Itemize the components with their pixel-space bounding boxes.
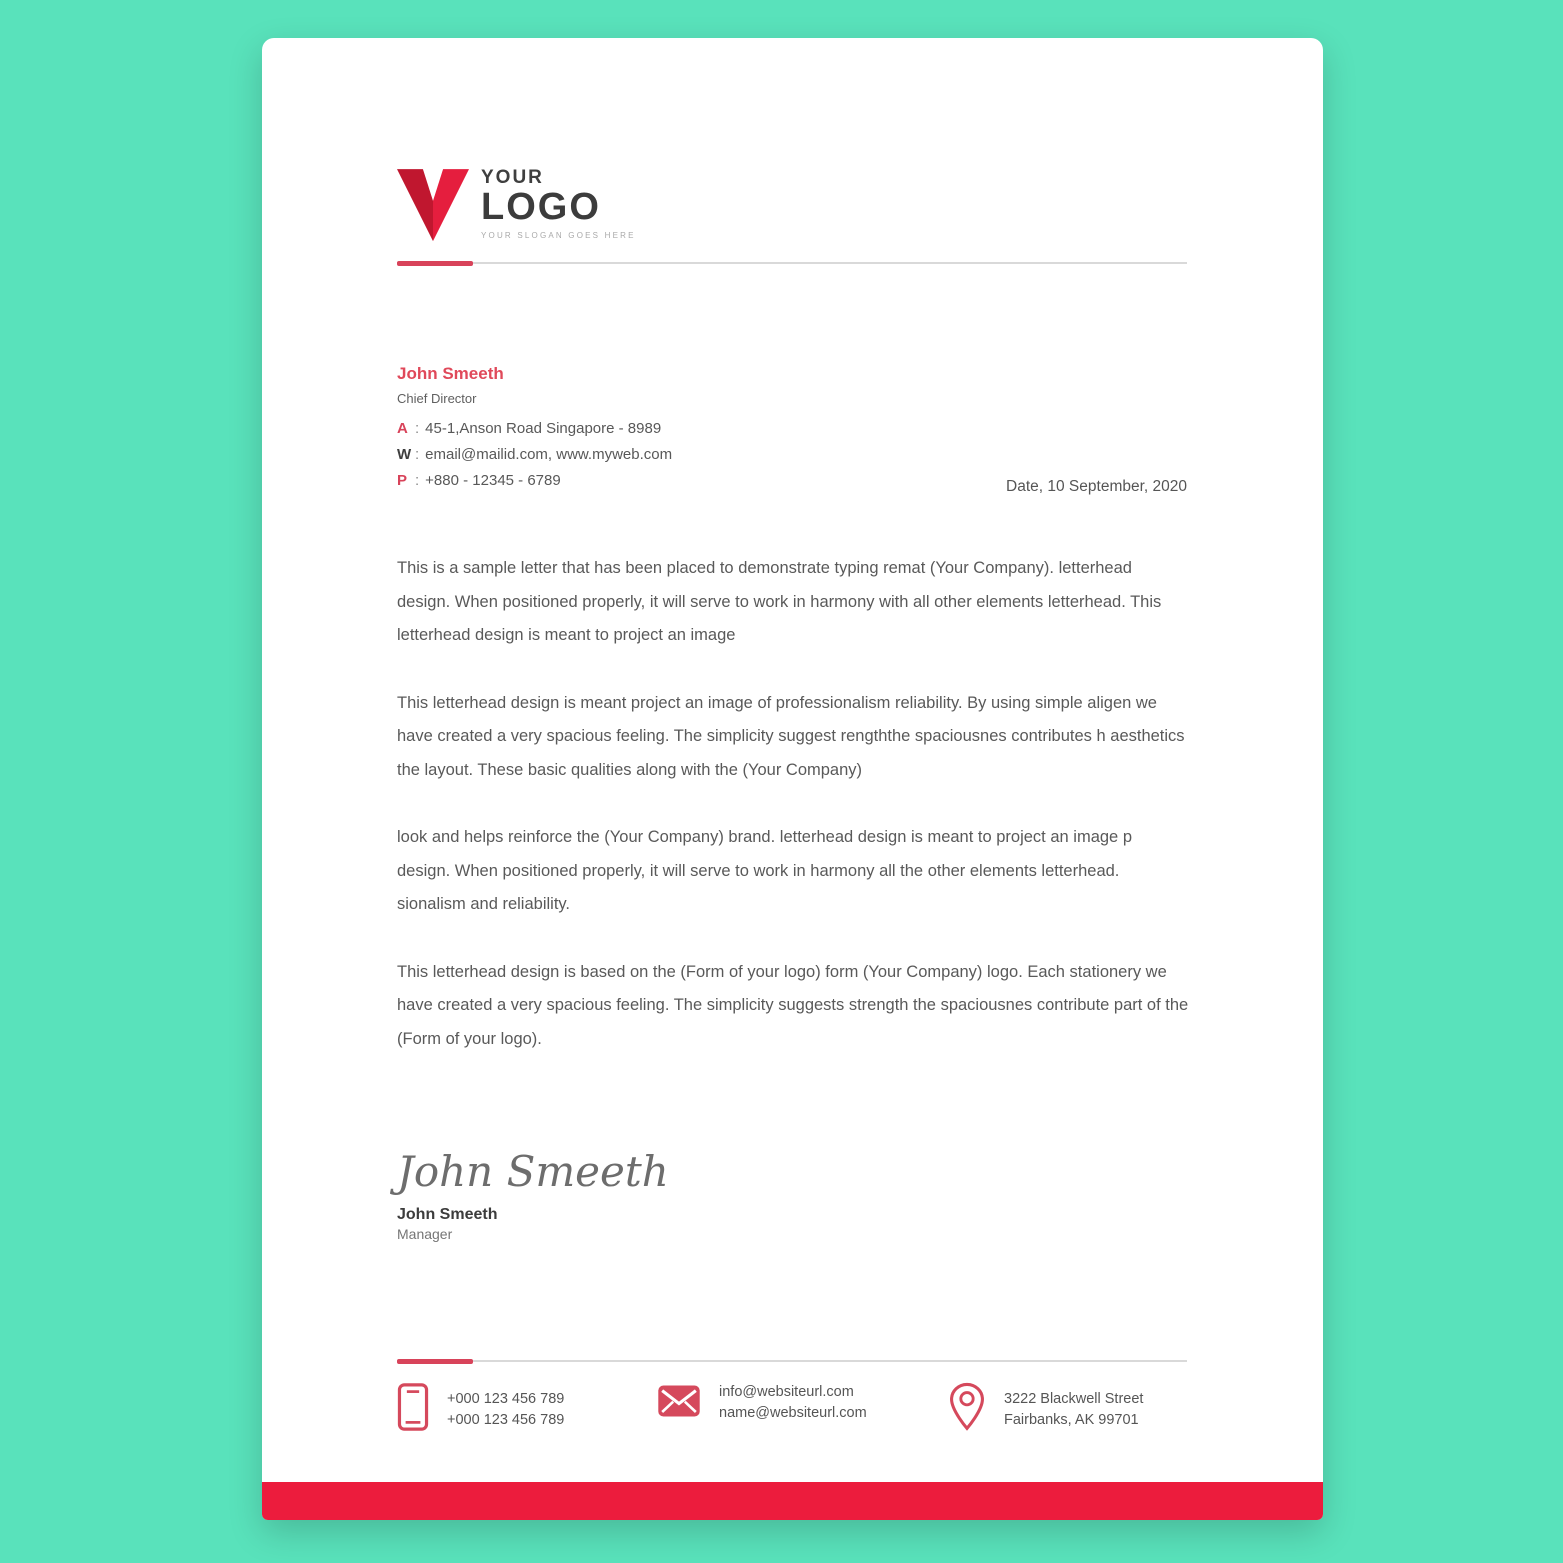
footer-contact-row bbox=[262, 1382, 1323, 1462]
v-chevron-logo-icon bbox=[397, 164, 469, 242]
footer-phone-block bbox=[397, 1382, 564, 1437]
separator: : bbox=[415, 472, 420, 489]
logo-word-top: YOUR bbox=[481, 167, 544, 188]
letter-body bbox=[397, 552, 1189, 1090]
footer-email-line-1: info@websiteurl.com bbox=[719, 1384, 854, 1400]
sender-web-line bbox=[397, 442, 672, 468]
sender-title: Chief Director bbox=[397, 391, 477, 406]
address-value: 45-1,Anson Road Singapore - 8989 bbox=[425, 420, 662, 437]
footer-email-text bbox=[719, 1382, 867, 1424]
paragraph-4: This letterhead design is based on the (Form of your logo) form (Your Company) logo. Each stationery we have created a very spacious feeling. The simplicity suggests strength the spaciousnes contribute part of the (Form of your logo). bbox=[397, 962, 1189, 1048]
sender-name: John Smeeth bbox=[397, 364, 504, 383]
footer-divider-red-segment bbox=[397, 1359, 473, 1364]
sender-block bbox=[397, 364, 672, 494]
paragraph-2: This letterhead design is meant project an image of professionalism reliability. By using simple aligen we have created a very spacious feeling. The simplicity suggest rengththe spaciousnes contributes h aesthetics the layout. These basic qualities along with the (Your Company) bbox=[397, 693, 1185, 779]
logo-text bbox=[481, 164, 636, 240]
footer-email-block bbox=[657, 1382, 867, 1424]
header-divider-red-segment bbox=[397, 261, 473, 266]
sender-address-line bbox=[397, 416, 672, 442]
separator: : bbox=[415, 446, 420, 463]
footer-phone-line-1: +000 123 456 789 bbox=[447, 1390, 565, 1407]
address-label: A bbox=[397, 420, 408, 437]
map-pin-icon bbox=[948, 1382, 986, 1437]
signature-title: Manager bbox=[397, 1226, 453, 1242]
separator: : bbox=[415, 420, 420, 437]
letterhead-page bbox=[262, 38, 1323, 1520]
header-divider bbox=[397, 260, 1187, 266]
footer-address-text bbox=[1004, 1389, 1143, 1431]
logo-block bbox=[397, 164, 636, 242]
footer-address-line-2: Fairbanks, AK 99701 bbox=[1004, 1411, 1139, 1428]
footer-address-line-1: 3222 Blackwell Street bbox=[1004, 1390, 1144, 1407]
signature-script: John Smeeth bbox=[397, 1147, 669, 1196]
footer-email-line-2: name@websiteurl.com bbox=[719, 1405, 867, 1421]
signature-name: John Smeeth bbox=[397, 1206, 498, 1223]
phone-icon bbox=[397, 1382, 429, 1437]
footer-phone-line-2: +000 123 456 789 bbox=[447, 1411, 565, 1428]
paragraph-3: look and helps reinforce the (Your Company) brand. letterhead design is meant to project an image p design. When positioned properly, it will serve to work in harmony all the other elements letterhead. sionalism and reliability. bbox=[397, 828, 1132, 913]
envelope-icon bbox=[657, 1384, 701, 1423]
letter-date: Date, 10 September, 2020 bbox=[1006, 478, 1187, 495]
header-divider-gray-line bbox=[397, 262, 1187, 264]
web-label: W bbox=[397, 446, 412, 463]
signature-block bbox=[397, 1146, 669, 1242]
phone-value: +880 - 12345 - 6789 bbox=[425, 472, 561, 489]
footer-address-block bbox=[948, 1382, 1143, 1437]
logo-word-bottom: LOGO bbox=[481, 186, 601, 228]
footer-phone-text bbox=[447, 1389, 564, 1431]
paragraph-1: This is a sample letter that has been placed to demonstrate typing remat (Your Company). letterhead design. When positioned properly, it will serve to work in harmony with all other elements letterhead. This letterhead design is meant to project an image bbox=[397, 559, 1162, 644]
footer-accent-bar bbox=[262, 1482, 1323, 1520]
sender-phone-line bbox=[397, 468, 672, 494]
footer-divider bbox=[397, 1358, 1187, 1364]
footer-divider-gray-line bbox=[397, 1360, 1187, 1362]
phone-label: P bbox=[397, 472, 408, 489]
logo-slogan: YOUR SLOGAN GOES HERE bbox=[481, 231, 636, 240]
web-value: email@mailid.com, www.myweb.com bbox=[425, 446, 673, 463]
